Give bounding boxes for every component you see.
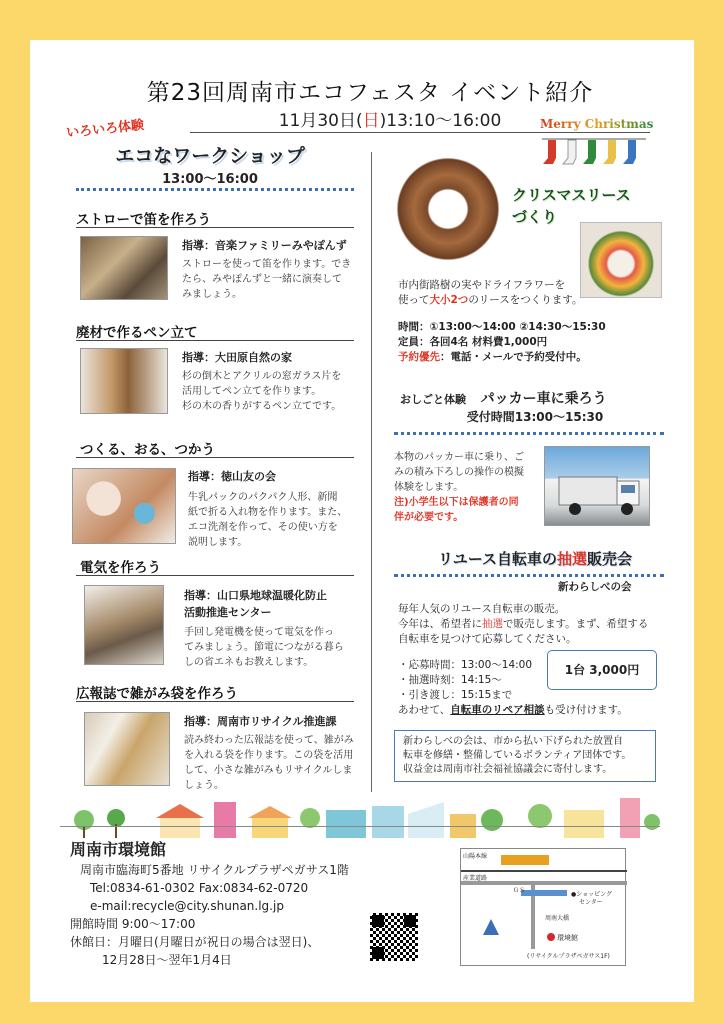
repair-seg: あわせて、	[398, 704, 451, 716]
christmas-title-line: クリスマスリース	[512, 186, 631, 204]
packer-note: 注)小学生以下は保護者の同	[394, 497, 519, 508]
item-rule	[76, 457, 354, 458]
ribbon-label: いろいろ体験	[65, 117, 145, 142]
item-heading: つくる、おる、つかう	[80, 442, 215, 458]
item-rule	[76, 701, 354, 702]
item-heading: ストローで笛を作ろう	[76, 212, 211, 228]
phone-line: Tel:0834-61-0302 Fax:0834-62-0720	[90, 881, 309, 895]
map-label: 産業道路	[463, 875, 488, 882]
price-badge: 1台 3,000円	[547, 650, 657, 690]
desc-line: を入れる袋を作ります。この袋を活用	[184, 750, 354, 761]
schedule-line: ・引き渡し：15:15まで	[398, 689, 513, 701]
map-label: ＧＳ	[513, 887, 526, 894]
facility-name: 周南市環境館	[70, 840, 167, 859]
packer-time: 受付時間13:00～15:30	[466, 410, 604, 424]
desc-line: 杉の倒木とアクリルの窓ガラス片を	[182, 371, 342, 382]
item-desc	[182, 257, 351, 302]
townscape-illustration	[64, 792, 664, 842]
packer-note: 伴が必要です。	[394, 512, 464, 523]
desc-line: して、小さな雑がみもリサイクルしま	[184, 765, 353, 776]
desc-line: みの積み下ろしの操作の模擬	[394, 467, 524, 478]
reserve-text: ：電話・メールで予約受付中。	[440, 351, 587, 363]
desc-seg: のリースをつくります。	[468, 294, 583, 306]
item-desc	[182, 369, 341, 414]
reuse-title-b: 抽選	[556, 550, 587, 568]
desc-line: 読み終わった広報誌を使って、雑がみ	[184, 735, 354, 746]
desc-line: ストローを使って笛を作ります。でき	[182, 259, 352, 270]
merry-text: Merry Christmas	[540, 117, 654, 131]
map-label: (リサイクルプラザペガサス1F)	[527, 953, 610, 960]
packer-desc	[394, 450, 524, 525]
schedule-line: ・抽選時刻：14:15～	[398, 674, 502, 686]
desc-line: 牛乳パックのパクパク人形、新聞	[188, 492, 338, 503]
reuse-heading	[390, 548, 680, 569]
hours-line: 開館時間 9:00～17:00	[70, 917, 196, 931]
desc-line: 本物のパッカー車に乗り、ご	[394, 452, 524, 463]
item-heading: 広報誌で雑がみ袋を作ろう	[76, 686, 238, 702]
packer-divider	[394, 432, 664, 435]
date-suffix: )13:10～16:00	[379, 111, 502, 131]
desc-line: てみましょう。節電につながる暮ら	[184, 642, 344, 653]
desc-line: 紙で折る入れ物を作ります。また、	[188, 507, 348, 518]
packer-heading	[400, 388, 670, 408]
footer-rule	[60, 826, 660, 827]
closed-line: 休館日：月曜日(月曜日が祝日の場合は翌日)、	[70, 935, 320, 949]
reuse-title-a: リユース自転車の	[438, 550, 557, 568]
reuse-divider	[394, 574, 664, 577]
christmas-time: 時間：①13:00～14:00 ②14:30～15:30	[398, 321, 606, 333]
item-guide: 指導：大田原自然の家	[182, 351, 292, 364]
christmas-desc	[398, 278, 582, 308]
desc-seg: 使って	[398, 294, 430, 306]
info-line: 収益金は周南市社会福祉協議会に寄付します。	[403, 764, 613, 775]
map-label: ●ショッピング	[571, 891, 612, 898]
qr-code-icon	[370, 913, 418, 961]
address-line: 周南市臨海町5番地 リサイクルプラザペガサス1階	[80, 863, 349, 877]
item-desc	[184, 733, 354, 793]
item-guide: 指導：山口県地球温暖化防止	[184, 589, 327, 602]
item-heading: 廃材で作るペン立て	[76, 325, 198, 341]
desc-line: 手回し発電機を使って電気を作っ	[184, 627, 334, 638]
schedule-line: ・応募時間：13:00～14:00	[398, 659, 533, 671]
repair-seg: も受け付けます。	[544, 704, 628, 716]
item-guide: 指導：音楽ファミリーみやぽんず	[182, 239, 347, 252]
item-guide: 指導：周南市リサイクル推進課	[184, 715, 337, 728]
reserve-label: 予約優先	[398, 351, 440, 363]
event-date	[190, 106, 590, 131]
merry-christmas-label	[540, 117, 653, 131]
desc-line: 杉の木の香りがするペン立てです。	[182, 401, 342, 412]
desc-line: エコ洗剤を作って、その使い方を	[188, 522, 338, 533]
pen-stand-photo	[80, 348, 168, 414]
flyer-sheet	[30, 40, 694, 1002]
desc-line: 説明します。	[188, 537, 248, 548]
desc-seg: 今年は、希望者に	[398, 618, 482, 630]
item-guide: 指導：徳山友の会	[188, 470, 276, 483]
item-desc	[184, 625, 344, 670]
reuse-desc	[398, 602, 648, 647]
packer-truck-photo	[544, 446, 650, 526]
desc-line: 市内街路樹の実やドライフラワーを	[398, 279, 566, 291]
workshop-divider	[76, 188, 354, 191]
packer-title: パッカー車に乗ろう	[480, 391, 607, 407]
map-label: 周南大橋	[545, 915, 570, 922]
map-label: 山陽本線	[463, 853, 488, 860]
desc-line: 活用してペン立てを作ります。	[182, 386, 322, 397]
desc-seg-red: 抽選	[482, 618, 503, 630]
desc-seg: で販売します。まず、希望する	[503, 618, 649, 630]
title-rule	[190, 132, 650, 133]
desc-line: しょう。	[184, 780, 224, 791]
info-line: 新わらしべの会は、市から払い下げられた放置自	[403, 736, 623, 747]
item-desc	[188, 490, 347, 550]
repair-seg-bold: 自転車のリペア相談	[450, 704, 545, 716]
reuse-title-c: 販売会	[586, 550, 632, 568]
workshop-time: 13:00～16:00	[162, 172, 258, 187]
date-day: 日	[362, 111, 380, 131]
desc-seg-red: 大小2つ	[429, 294, 469, 306]
straw-flute-photo	[80, 236, 168, 300]
desc-line: 自転車を見つけて応募してください。	[398, 633, 577, 645]
reuse-org: 新わらしべの会	[558, 581, 632, 593]
christmas-capacity: 定員：各回4名 材料費1,000円	[398, 336, 548, 348]
desc-line: 毎年人気のリユース自転車の販売。	[398, 603, 566, 615]
workshop-title: エコなワークショップ	[115, 145, 305, 167]
item-guide-2: 活動推進センター	[184, 606, 272, 619]
packer-small: おしごと体験	[400, 393, 466, 406]
hand-generator-photo	[84, 585, 164, 665]
page-title: 第23回周南市エコフェスタ イベント紹介	[146, 80, 594, 106]
desc-line: しの省エネもお教えします。	[184, 657, 314, 668]
reuse-info-box	[394, 730, 656, 782]
item-heading: 電気を作ろう	[80, 560, 161, 576]
christmas-title-line: づくり	[512, 208, 558, 226]
wreath-photo	[388, 148, 508, 270]
item-rule	[76, 227, 354, 228]
desc-line: みましょう。	[182, 289, 242, 300]
item-rule	[76, 575, 354, 576]
info-line: 転車を修繕・整備しているボランティア団体です。	[403, 750, 632, 761]
email-line: e-mail:recycle@city.shunan.lg.jp	[90, 899, 284, 913]
facility-info	[70, 861, 349, 969]
desc-line: 体験をします。	[394, 482, 464, 493]
location-map	[460, 848, 626, 966]
item-rule	[76, 340, 354, 341]
small-wreath-photo	[580, 222, 662, 298]
map-label: センター	[579, 899, 603, 906]
desc-line: たら、みやぽんずと一緒に演奏して	[182, 274, 342, 285]
newsletter-bag-photo	[84, 712, 170, 786]
column-divider	[371, 152, 372, 792]
closed-line-2: 12月28日～翌年1月4日	[102, 953, 232, 967]
map-label: 環境館	[557, 934, 578, 942]
stockings-icon	[542, 136, 646, 172]
date-prefix: 11月30日(	[278, 111, 363, 131]
christmas-details	[398, 320, 606, 365]
milk-carton-craft-photo	[72, 468, 176, 544]
